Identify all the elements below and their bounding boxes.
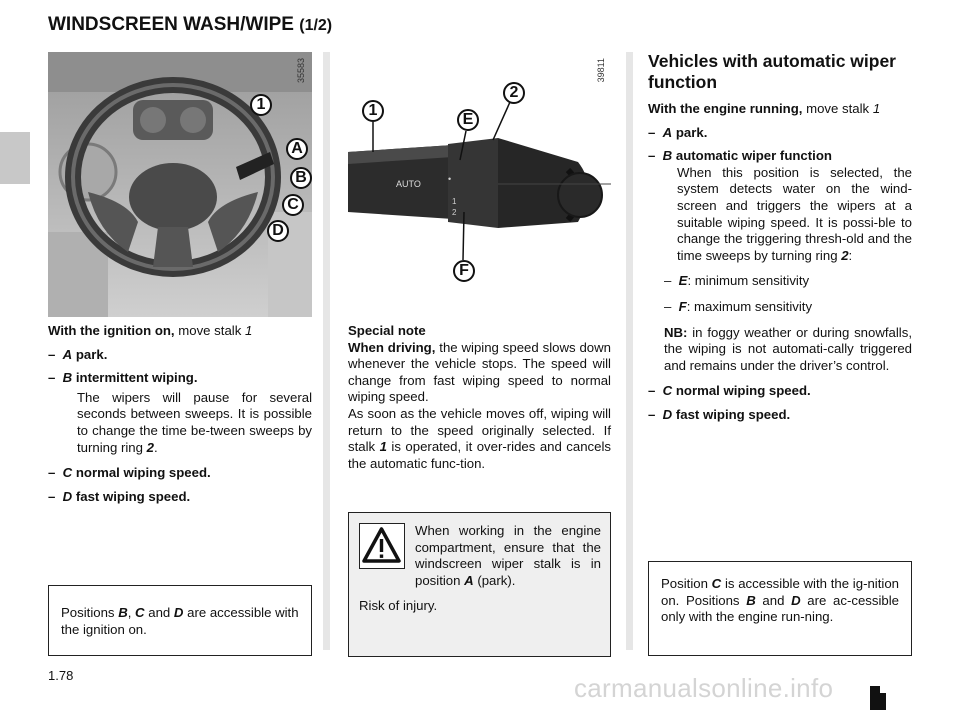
- corner-mark: [870, 686, 880, 710]
- page-title: [48, 14, 332, 36]
- watermark: carmanualsonline.info: [574, 673, 834, 703]
- middle-text-column: Special note When driving, the wiping speed slows down whenever the vehicle stops. The speed will change from fast wiping speed to normal wiping speed. As soon as the vehicle moves off, wiping will return to the speed originally selected. If stalk 1 is operated, it over-rides and cancels the automatic func-tion.: [348, 323, 612, 471]
- left-text-column: With the ignition on, move stalk 1 – A park. – B intermittent wiping. The wipers will pause for several seconds between sweeps. It is possible to change the time be-tween sweeps by turning ring 2. – C normal wiping speed. – D fast wiping speed.: [48, 323, 312, 504]
- steering-wheel-illustration: [48, 52, 312, 317]
- warning-text: When working in the engine compartment, ensure that the windscreen wiper stalk is in position A (park).: [415, 523, 601, 588]
- figure-ref-left: 35583: [296, 58, 306, 84]
- page-title-text: WINDSCREEN WASH/WIPE: [48, 14, 294, 35]
- callout-e: E: [457, 109, 479, 131]
- callout-2: 2: [503, 82, 525, 104]
- callout-b: B: [290, 167, 312, 189]
- callout-c: C: [282, 194, 304, 216]
- page-title-part: (1/2): [299, 17, 333, 34]
- warning-icon: [359, 523, 405, 569]
- callout-a: A: [286, 138, 308, 160]
- right-text-column: Vehicles with automatic wiper function With the engine running, move stalk 1 – A park. – B automatic wiper function When this position is selected, the system detects water on the wind-screen and triggers the wipers at a suitable wiping speed. It is possi-ble to change the triggering thresh-old and the time sweeps by turning ring 2: – E: minimum sensitivity – F: maximum sensitivity NB: in foggy weather or during snowfalls, the wiping is not automati-cally triggered and remains under the driver’s control. – C normal wiping speed. – D fast wiping speed.: [648, 51, 912, 422]
- callout-f: F: [453, 260, 475, 282]
- ignition-note-box: Positions B, C and D are accessible with the ignition on.: [48, 585, 312, 656]
- corner-mark: [880, 693, 886, 710]
- auto-wiper-heading: Vehicles with automatic wiper function: [648, 51, 896, 92]
- svg-text:1: 1: [452, 197, 457, 206]
- column-separator: [626, 52, 633, 650]
- wiper-stalk-photo: [348, 52, 611, 307]
- svg-text:•: •: [448, 174, 452, 184]
- callout-leader-lines: [348, 52, 611, 307]
- column-separator: [323, 52, 330, 650]
- engine-running-note-box: Position C is accessible with the ig-nition on. Positions B and D are ac-cessible only with the engine run-ning.: [648, 561, 912, 656]
- warning-box: [348, 512, 611, 657]
- callout-d: D: [267, 220, 289, 242]
- steering-wheel-photo: [48, 52, 312, 317]
- chapter-tab: [0, 132, 30, 184]
- warning-risk: Risk of injury.: [359, 598, 438, 613]
- callout-1: 1: [250, 94, 272, 116]
- special-note-title: Special note: [348, 323, 426, 338]
- figure-ref-middle: 39811: [596, 58, 606, 83]
- b-description: The wipers will pause for several seconds between sweeps. It is possible to change the time be-tween sweeps by turning ring 2.: [77, 389, 312, 455]
- stalk-auto-text: AUTO: [396, 179, 421, 189]
- callout-1: 1: [362, 100, 384, 122]
- page-number: 1.78: [48, 668, 74, 683]
- svg-text:2: 2: [452, 208, 457, 217]
